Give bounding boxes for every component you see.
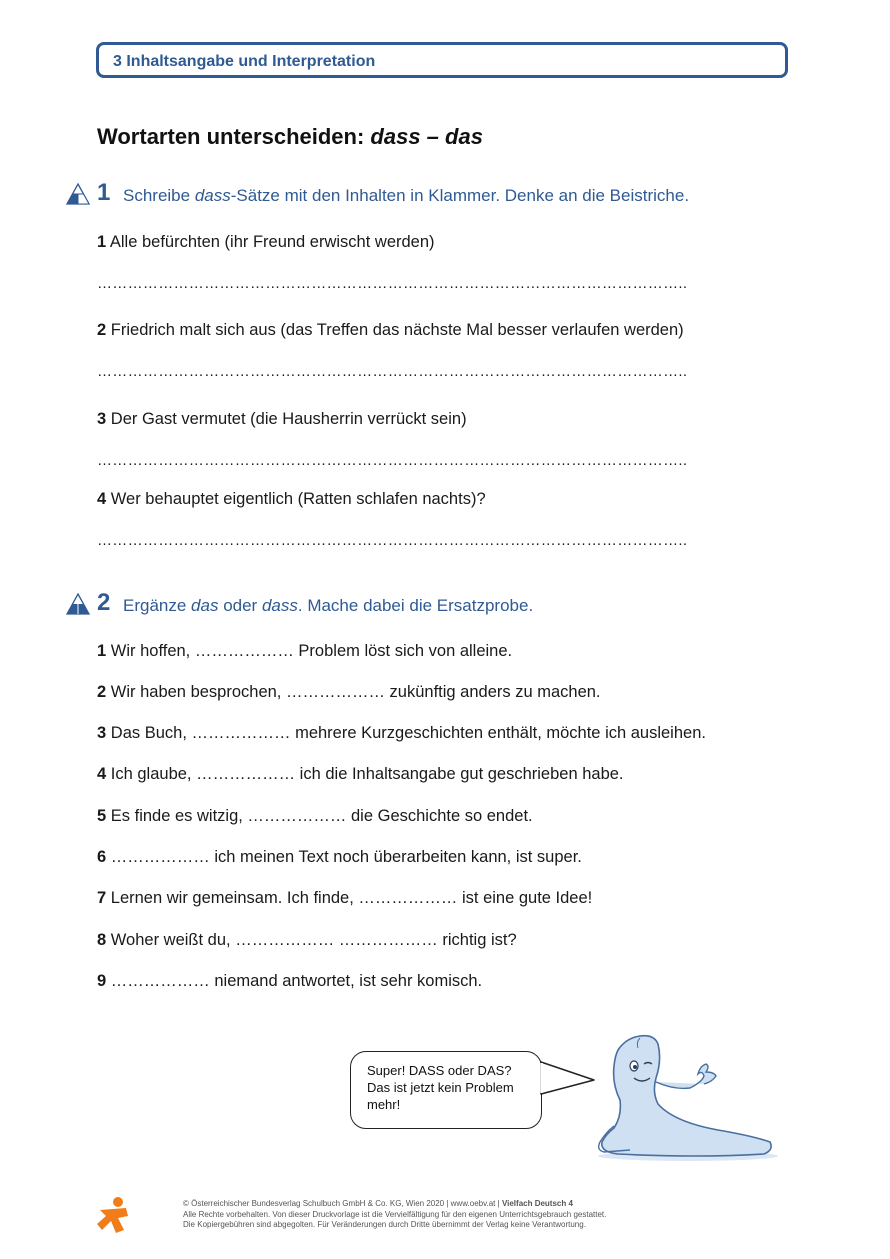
mascot-illustration	[578, 1030, 778, 1165]
task2-item: 4 Ich glaube, ……………… ich die Inhaltsangabe gut geschrieben habe.	[97, 765, 624, 783]
chapter-header	[96, 42, 788, 78]
speech-bubble	[350, 1051, 542, 1129]
footer-line-3: Die Kopiergebühren sind abgegolten. Für Veränderungen durch Dritte übernimmt der Verlag keine Verantwortung.	[183, 1220, 586, 1229]
task2-item: 5 Es finde es witzig, ……………… die Geschichte so endet.	[97, 807, 533, 825]
task1-item: 1 Alle befürchten (ihr Freund erwischt werden)	[97, 233, 435, 251]
task-number: 1	[97, 179, 111, 206]
task2-item: 3 Das Buch, ……………… mehrere Kurzgeschichten enthält, möchte ich ausleihen.	[97, 724, 706, 742]
answer-line[interactable]: ……………………………………………………………………………………………………..	[97, 363, 688, 380]
task2-item: 8 Woher weißt du, ……………… ……………… richtig ist?	[97, 931, 517, 949]
task2-item: 1 Wir hoffen, ……………… Problem löst sich von alleine.	[97, 642, 513, 660]
difficulty-pyramid-icon	[66, 593, 90, 615]
task2-item: 9 ……………… niemand antwortet, ist sehr komisch.	[97, 972, 483, 990]
task-instruction: Schreibe dass-Sätze mit den Inhalten in Klammer. Denke an die Beistriche.	[123, 186, 690, 205]
answer-line[interactable]: ……………………………………………………………………………………………………..	[97, 275, 688, 292]
task2-item: 6 ……………… ich meinen Text noch überarbeiten kann, ist super.	[97, 848, 582, 866]
footer-copyright	[183, 1199, 606, 1231]
task1-item: 2 Friedrich malt sich aus (das Treffen das nächste Mal besser verlaufen werden)	[97, 321, 684, 339]
chapter-title: 3 Inhaltsangabe und Interpretation	[113, 53, 376, 70]
footer-line-1: © Österreichischer Bundesverlag Schulbuch GmbH & Co. KG, Wien 2020 | www.oebv.at | Vielfach Deutsch 4	[183, 1199, 573, 1208]
task1-item: 4 Wer behauptet eigentlich (Ratten schlafen nachts)?	[97, 490, 486, 508]
publisher-logo-icon	[96, 1196, 132, 1234]
answer-line[interactable]: ……………………………………………………………………………………………………..	[97, 532, 688, 549]
footer-line-2: Alle Rechte vorbehalten. Von dieser Druckvorlage ist die Vervielfältigung für den eigenen Unterrichtsgebrauch gestattet.	[183, 1209, 607, 1219]
speech-bubble-text: Super! DASS oder DAS? Das ist jetzt kein Problem mehr!	[367, 1063, 514, 1112]
task2-item: 7 Lernen wir gemeinsam. Ich finde, ……………… ist eine gute Idee!	[97, 889, 593, 907]
answer-line[interactable]: ……………………………………………………………………………………………………..	[97, 452, 688, 469]
task2-item: 2 Wir haben besprochen, ……………… zukünftig anders zu machen.	[97, 683, 601, 701]
difficulty-pyramid-icon	[66, 183, 90, 205]
task1-item: 3 Der Gast vermutet (die Hausherrin verrückt sein)	[97, 410, 467, 428]
task-instruction: Ergänze das oder dass. Mache dabei die Ersatzprobe.	[123, 596, 534, 615]
page-title: Wortarten unterscheiden: dass – das	[97, 124, 483, 149]
task-number: 2	[97, 589, 111, 616]
